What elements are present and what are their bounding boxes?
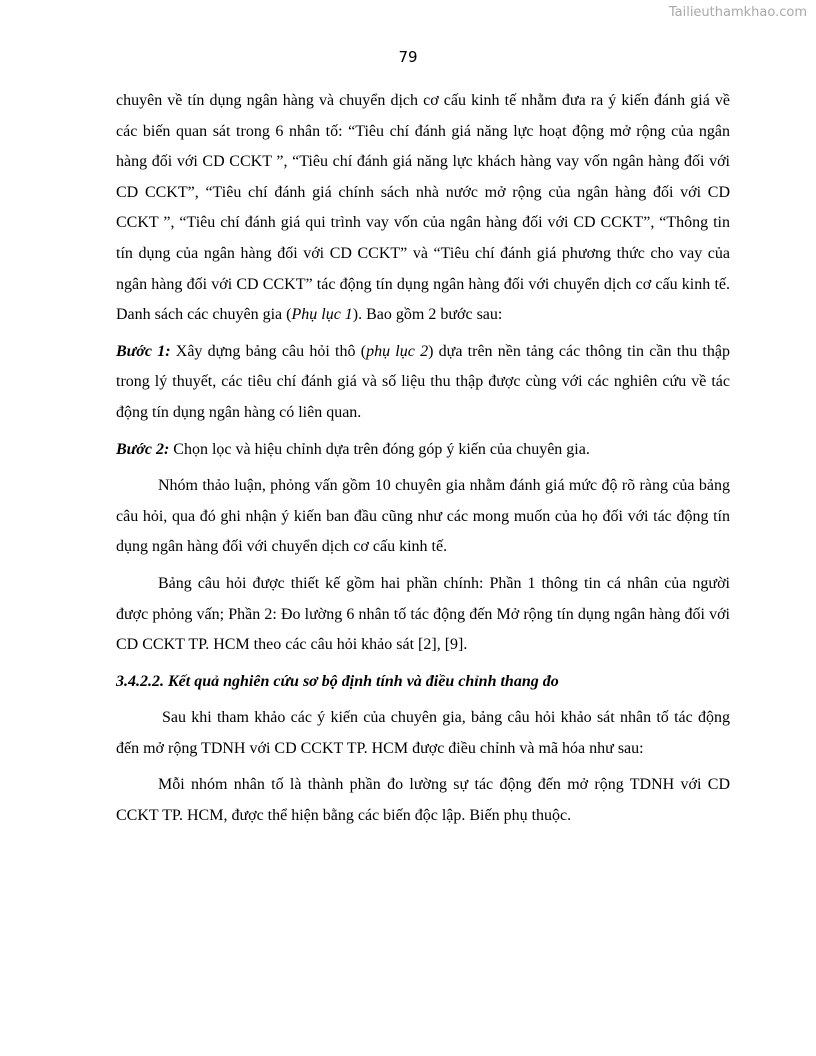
paragraph-text: chuyên về tín dụng ngân hàng và chuyển dịch cơ cấu kinh tế nhằm đưa ra ý kiến đánh giá về các biến quan sát trong 6 nhân tố: “Tiêu chí đánh giá năng lực hoạt động mở rộng của ngân hàng đối với CD CCKT ”, “Tiêu chí đánh giá năng lực khách hàng vay vốn ngân hàng đối với CD CCKT”, “Tiêu chí đánh giá chính sách nhà nước mở rộng của ngân hàng đối với CD CCKT ”, “Tiêu chí đánh giá qui trình vay vốn của ngân hàng đối với CD CCKT”, “Thông tin tín dụng của ngân hàng đối với CD CCKT” và “Tiêu chí đánh giá phương thức cho vay của ngân hàng đối với CD CCKT” tác động tín dụng ngân hàng đối với chuyển dịch cơ cấu kinh tế. Danh sách các chuyên gia ( bbox=[116, 92, 730, 324]
paragraph-discussion-group: Nhóm thảo luận, phỏng vấn gồm 10 chuyên gia nhằm đánh giá mức độ rõ ràng của bảng câu hỏi, qua đó ghi nhận ý kiến ban đầu cũng như các mong muốn của họ đối với tác động tín dụng ngân hàng đối với chuyển dịch cơ cấu kinh tế. bbox=[116, 477, 730, 556]
step-1-label: Bước 1: bbox=[116, 342, 171, 360]
appendix-reference: Phụ lục 1 bbox=[291, 306, 353, 324]
appendix-reference: phụ lục 2 bbox=[366, 342, 429, 360]
section-heading: 3.4.2.2. Kết quả nghiên cứu sơ bộ định tính và điều chỉnh thang đo bbox=[116, 672, 559, 690]
watermark-text: Tailieuthamkhao.com bbox=[668, 5, 807, 20]
paragraph-factor-groups: Mỗi nhóm nhân tố là thành phần đo lường sự tác động đến mở rộng TDNH với CD CCKT TP. HCM, được thể hiện bằng các biến độc lập. Biến phụ thuộc. bbox=[116, 776, 730, 825]
document-body bbox=[116, 86, 730, 838]
paragraph-experts bbox=[116, 86, 730, 331]
paragraph-questionnaire-design: Bảng câu hỏi được thiết kế gồm hai phần chính: Phần 1 thông tin cá nhân của người được phỏng vấn; Phần 2: Đo lường 6 nhân tố tác động đến Mở rộng tín dụng ngân hàng đối với CD CCKT TP. HCM theo các câu hỏi khảo sát [2], [9]. bbox=[116, 574, 730, 654]
paragraph-text: Chọn lọc và hiệu chỉnh dựa trên đóng góp ý kiến của chuyên gia. bbox=[169, 440, 590, 458]
paragraph-step-2 bbox=[116, 435, 730, 466]
paragraph-step-1 bbox=[116, 337, 730, 429]
paragraph-after-consultation: Sau khi tham khảo các ý kiến của chuyên gia, bảng câu hỏi khảo sát nhân tố tác động đến mở rộng TDNH với CD CCKT TP. HCM được điều chỉnh và mã hóa như sau: bbox=[116, 709, 730, 757]
page-number: 79 bbox=[398, 48, 418, 66]
paragraph-text: ) dựa trên nền tảng các thông tin cần thu thập trong lý thuyết, các tiêu chí đánh giá và số liệu thu thập được cùng với các nghiên cứu về tác động tín dụng ngân hàng có liên quan. bbox=[116, 342, 730, 421]
step-2-label: Bước 2: bbox=[116, 440, 170, 458]
paragraph-text: Xây dựng bảng câu hỏi thô ( bbox=[170, 342, 367, 360]
paragraph-text: ). Bao gồm 2 bước sau: bbox=[352, 306, 503, 324]
